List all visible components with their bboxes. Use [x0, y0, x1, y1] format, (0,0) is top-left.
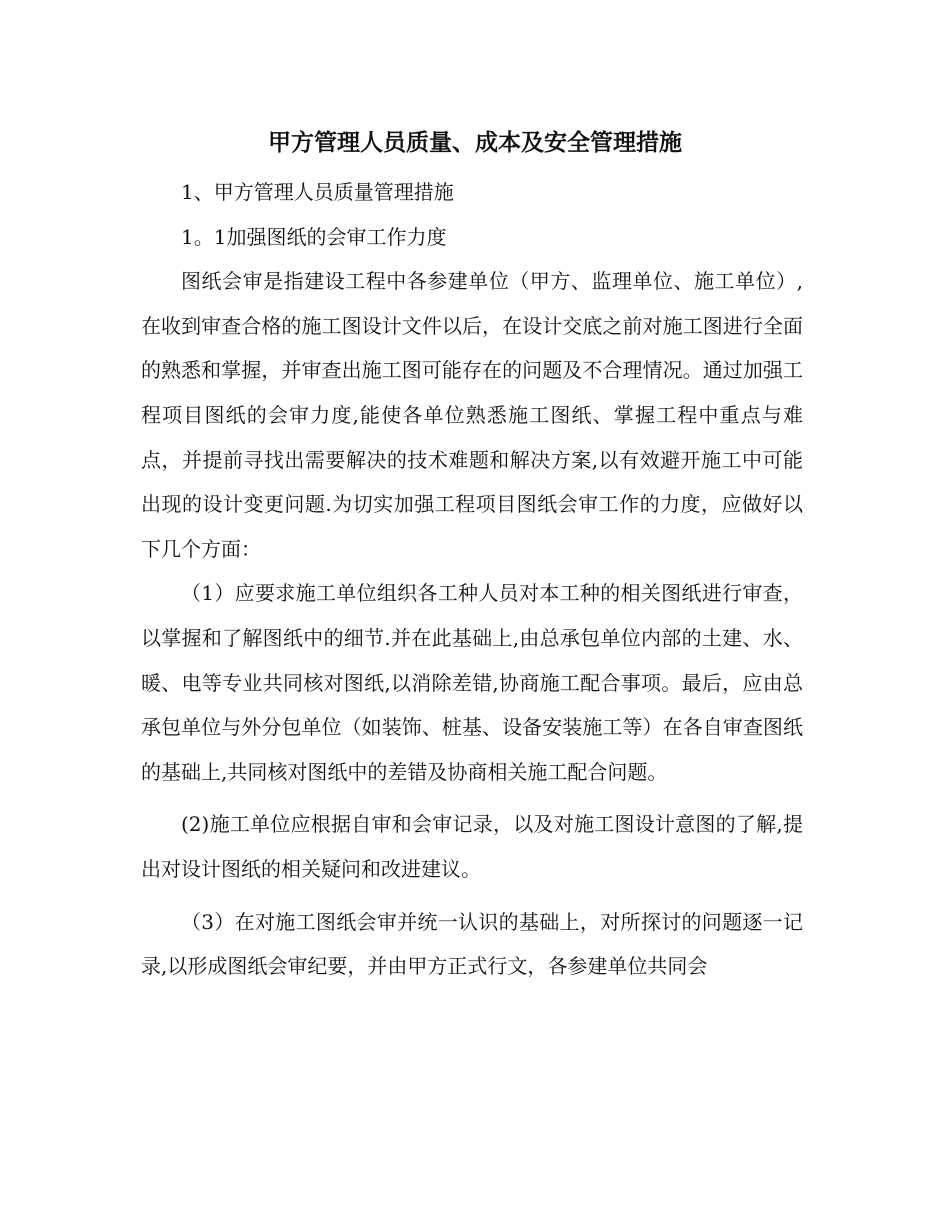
subsection-heading: 1。1加强图纸的会审工作力度: [181, 224, 447, 249]
document-body: [141, 170, 803, 989]
document-title: 甲方管理人员质量、成本及安全管理措施: [268, 129, 682, 156]
body-paragraph: （1）应要求施工单位组织各工种人员对本工种的相关图纸进行审查，以掌握和了解图纸中的细节.并在此基础上,由总承包单位内部的土建、水、暖、电等专业共同核对图纸,以消除差错,协商施工配合事项。最后，应由总承包单位与外分包单位（如装饰、桩基、设备安装施工等）在各自审查图纸的基础上,共同核对图纸中的差错及协商相关施工配合问题。: [141, 581, 803, 784]
body-paragraph: (2)施工单位应根据自审和会审记录，以及对施工图设计意图的了解,提出对设计图纸的相关疑问和改进建议。: [141, 812, 803, 881]
body-paragraph: （3）在对施工图纸会审并统一认识的基础上，对所探讨的问题逐一记录,以形成图纸会审纪要，并由甲方正式行文，各参建单位共同会: [141, 909, 803, 979]
section-heading: 1、甲方管理人员质量管理措施: [181, 180, 454, 204]
body-paragraph: 图纸会审是指建设工程中各参建单位（甲方、监理单位、施工单位）,在收到审查合格的施工图设计文件以后，在设计交底之前对施工图进行全面的熟悉和掌握，并审查出施工图可能存在的问题及不合理情况。通过加强工程项目图纸的会审力度,能使各单位熟悉施工图纸、掌握工程中重点与难点，并提前寻找出需要解决的技术难题和解决方案,以有效避开施工中可能出现的设计变更问题.为切实加强工程项目图纸会审工作的力度，应做好以下几个方面：: [141, 269, 803, 561]
